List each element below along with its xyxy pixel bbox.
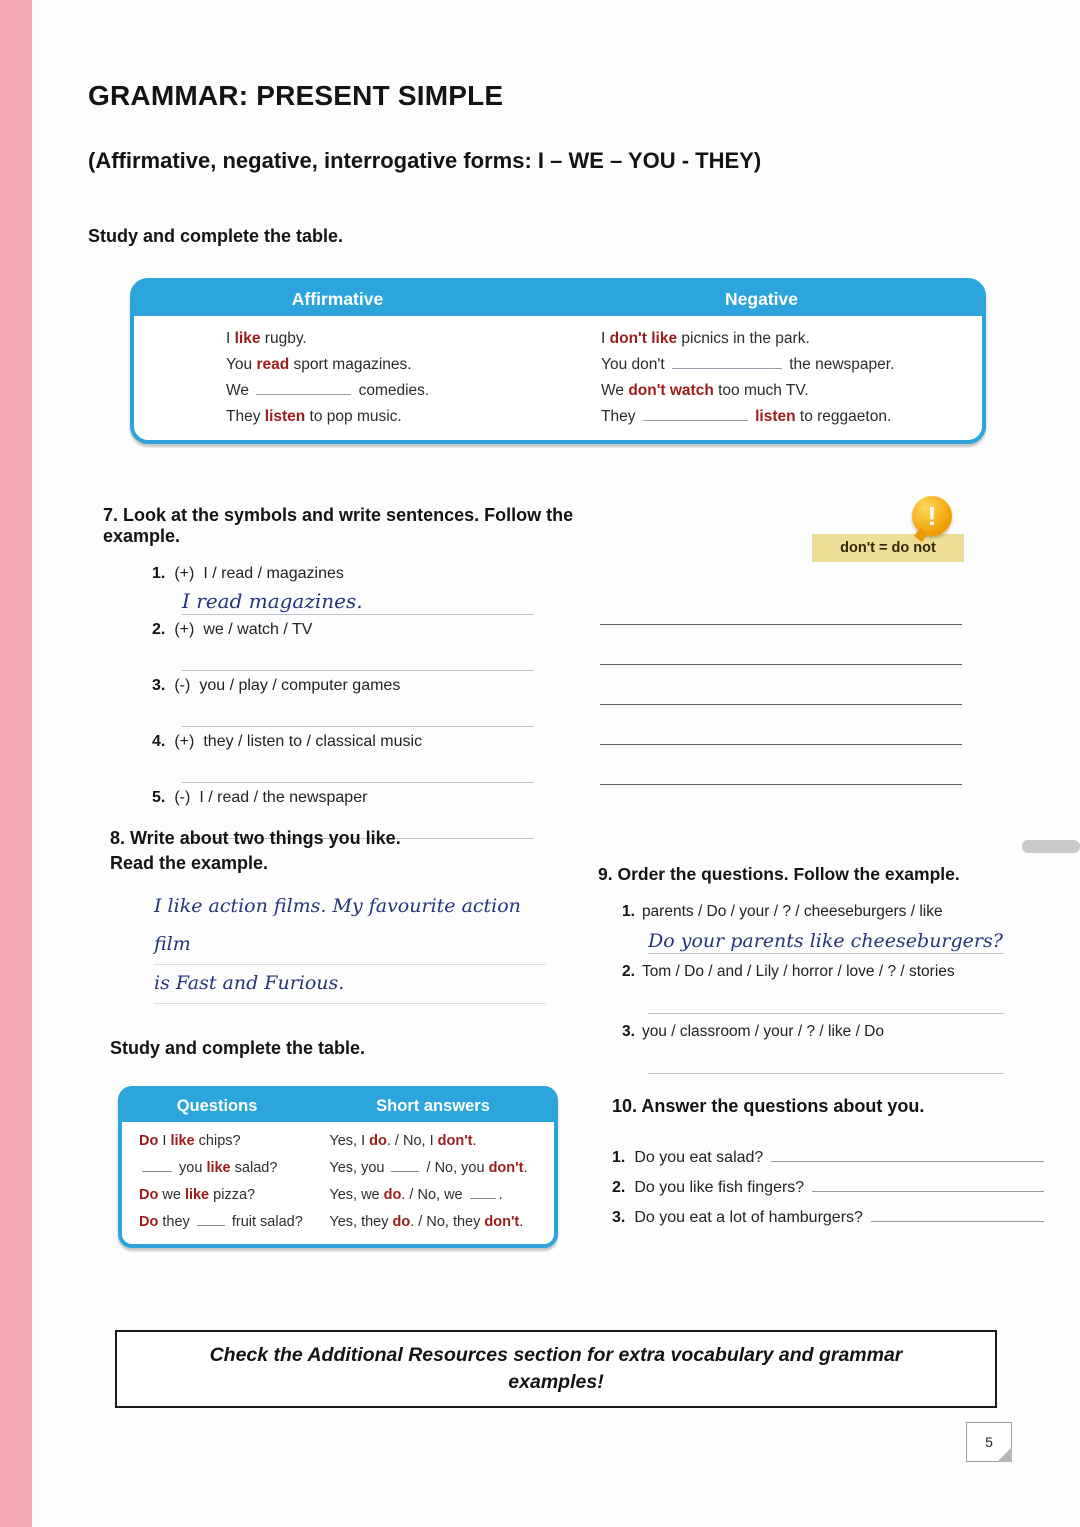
answer-line: [871, 1221, 1044, 1222]
list-item: [152, 619, 583, 671]
writing-line: [600, 665, 962, 705]
item-number: 3.: [152, 677, 166, 694]
table-row: [122, 1128, 554, 1155]
table-row: They listen to pop music.: [226, 408, 402, 425]
item-number: 1.: [152, 565, 166, 582]
answer-line: [648, 1044, 1004, 1074]
grammar-note: don't = do not: [812, 534, 964, 562]
item-prompt: you / play / computer games: [199, 677, 401, 694]
exercise-10: [612, 1096, 1044, 1227]
answer-line: [182, 697, 534, 727]
list-item: [152, 731, 583, 783]
footer-note-box: [115, 1330, 997, 1408]
table-row: You read sport magazines.: [226, 356, 412, 373]
exercise-8-heading-line2: Read the example.: [110, 853, 269, 873]
item-prompt: I / read / magazines: [203, 565, 344, 582]
instruction-table1: Study and complete the table.: [88, 226, 344, 246]
exercise-9-heading: 9. Order the questions. Follow the example.: [598, 864, 960, 884]
list-item: [152, 563, 583, 615]
table-row: You don't the newspaper.: [601, 356, 895, 373]
table-row: We don't watch too much TV.: [601, 382, 809, 399]
item-question: Do you like fish fingers?: [634, 1179, 805, 1196]
page-number-badge: [966, 1422, 1012, 1462]
item-sign: (+): [174, 733, 195, 750]
answer-cell: Yes, we do. / No, we .: [329, 1187, 503, 1203]
page-number: 5: [985, 1434, 993, 1450]
table1-body: [134, 316, 982, 430]
item-prompt: they / listen to / classical music: [203, 733, 423, 750]
answer-line: [648, 984, 1004, 1014]
table-row: [122, 1155, 554, 1182]
item-number: 2.: [622, 963, 635, 980]
list-item: [612, 1137, 1044, 1167]
item-sign: (-): [174, 789, 191, 806]
answer-cell: Yes, I do. / No, I don't.: [329, 1133, 477, 1149]
item-prompt: Tom / Do / and / Lily / horror / love / ? / stories: [641, 963, 955, 980]
exercise-7-heading: 7. Look at the symbols and write sentences. Follow the example.: [103, 505, 574, 546]
table1-affirmative-column: [134, 326, 541, 430]
item-number: 3.: [612, 1209, 626, 1226]
answer-line: [182, 641, 534, 671]
writing-line: [600, 585, 962, 625]
table-row: I don't like picnics in the park.: [601, 330, 810, 347]
item-sign: (+): [174, 621, 195, 638]
handwritten-example-line: I like action films. My favourite action film: [154, 895, 521, 955]
item-prompt: you / classroom / your / ? / like / Do: [641, 1023, 884, 1040]
item-sign: (-): [174, 677, 191, 694]
answer-cell: Yes, you / No, you don't.: [329, 1160, 528, 1176]
answer-line: [182, 585, 534, 615]
writing-line: [600, 625, 962, 665]
item-prompt: parents / Do / your / ? / cheeseburgers / like: [641, 903, 943, 920]
question-cell: you like salad?: [122, 1155, 329, 1182]
footer-note-text: Check the Additional Resources section for extra vocabulary and grammar examples!: [209, 1344, 903, 1393]
table1-header-affirmative: Affirmative: [291, 288, 384, 309]
table-row: [122, 1182, 554, 1209]
exercise-7: [103, 505, 583, 843]
item-prompt: we / watch / TV: [203, 621, 313, 638]
item-number: 2.: [152, 621, 166, 638]
table2-header-questions: Questions: [176, 1096, 258, 1115]
table1-header: [134, 282, 982, 316]
page-edge-strip: [0, 0, 32, 1527]
instruction-table2: Study and complete the table.: [110, 1038, 366, 1058]
table1-header-negative: Negative: [725, 288, 798, 309]
page-subtitle: (Affirmative, negative, interrogative forms: I – WE – YOU - THEY): [88, 148, 762, 173]
exercise-10-items: [612, 1137, 1044, 1227]
item-sign: (+): [174, 565, 195, 582]
table1-negative-column: [541, 326, 982, 430]
page-corner-icon: [997, 1447, 1012, 1462]
scan-artifact: [1022, 840, 1080, 853]
list-item: [152, 675, 583, 727]
table2-body: [122, 1122, 554, 1236]
answer-line: [771, 1161, 1044, 1162]
table2-header: [122, 1090, 554, 1122]
table-row: They listen to reggaeton.: [601, 408, 892, 425]
table-row: I like rugby.: [226, 330, 307, 347]
writing-line: [600, 745, 962, 785]
question-cell: Do they fruit salad?: [139, 1214, 303, 1230]
exercise-8: [110, 826, 580, 1004]
grammar-table-questions-short-answers: [118, 1086, 558, 1248]
item-prompt: I / read / the newspaper: [199, 789, 368, 806]
exercise-9-items: [622, 900, 1032, 1074]
answer-cell: Yes, they do. / No, they don't.: [329, 1214, 524, 1230]
item-number: 5.: [152, 789, 166, 806]
exercise-7-writing-lines: [600, 585, 962, 785]
page-title: GRAMMAR: PRESENT SIMPLE: [88, 80, 504, 111]
item-number: 1.: [622, 903, 635, 920]
item-number: 4.: [152, 733, 166, 750]
item-number: 3.: [622, 1023, 635, 1040]
list-item: [622, 960, 1032, 1014]
question-cell: Do we like pizza?: [139, 1187, 256, 1203]
item-question: Do you eat salad?: [634, 1149, 764, 1166]
list-item: [612, 1167, 1044, 1197]
exercise-9: [598, 862, 1032, 1080]
handwritten-example-line: is Fast and Furious.: [154, 972, 345, 994]
list-item: [612, 1197, 1044, 1227]
list-item: [622, 1020, 1032, 1074]
item-number: 1.: [612, 1149, 626, 1166]
question-cell: Do I like chips?: [139, 1133, 241, 1149]
handwritten-answer: Do your parents like cheeseburgers?: [648, 930, 1003, 952]
answer-line: [648, 924, 1004, 954]
item-number: 2.: [612, 1179, 626, 1196]
table-row: We comedies.: [226, 382, 430, 399]
answer-line: [182, 753, 534, 783]
exercise-8-example: [154, 888, 580, 1004]
exercise-7-items: [152, 563, 583, 839]
list-item: [622, 900, 1032, 954]
writing-line: [600, 705, 962, 745]
handwritten-answer: I read magazines.: [182, 589, 363, 613]
exclamation-icon: !: [912, 496, 952, 536]
exercise-10-heading: 10. Answer the questions about you.: [612, 1096, 925, 1116]
item-question: Do you eat a lot of hamburgers?: [634, 1209, 863, 1226]
table2-header-short-answers: Short answers: [376, 1096, 490, 1115]
grammar-table-affirmative-negative: [130, 278, 986, 444]
exercise-8-heading-line1: 8. Write about two things you like.: [110, 828, 401, 848]
answer-line: [812, 1191, 1044, 1192]
table-row: [122, 1209, 554, 1236]
